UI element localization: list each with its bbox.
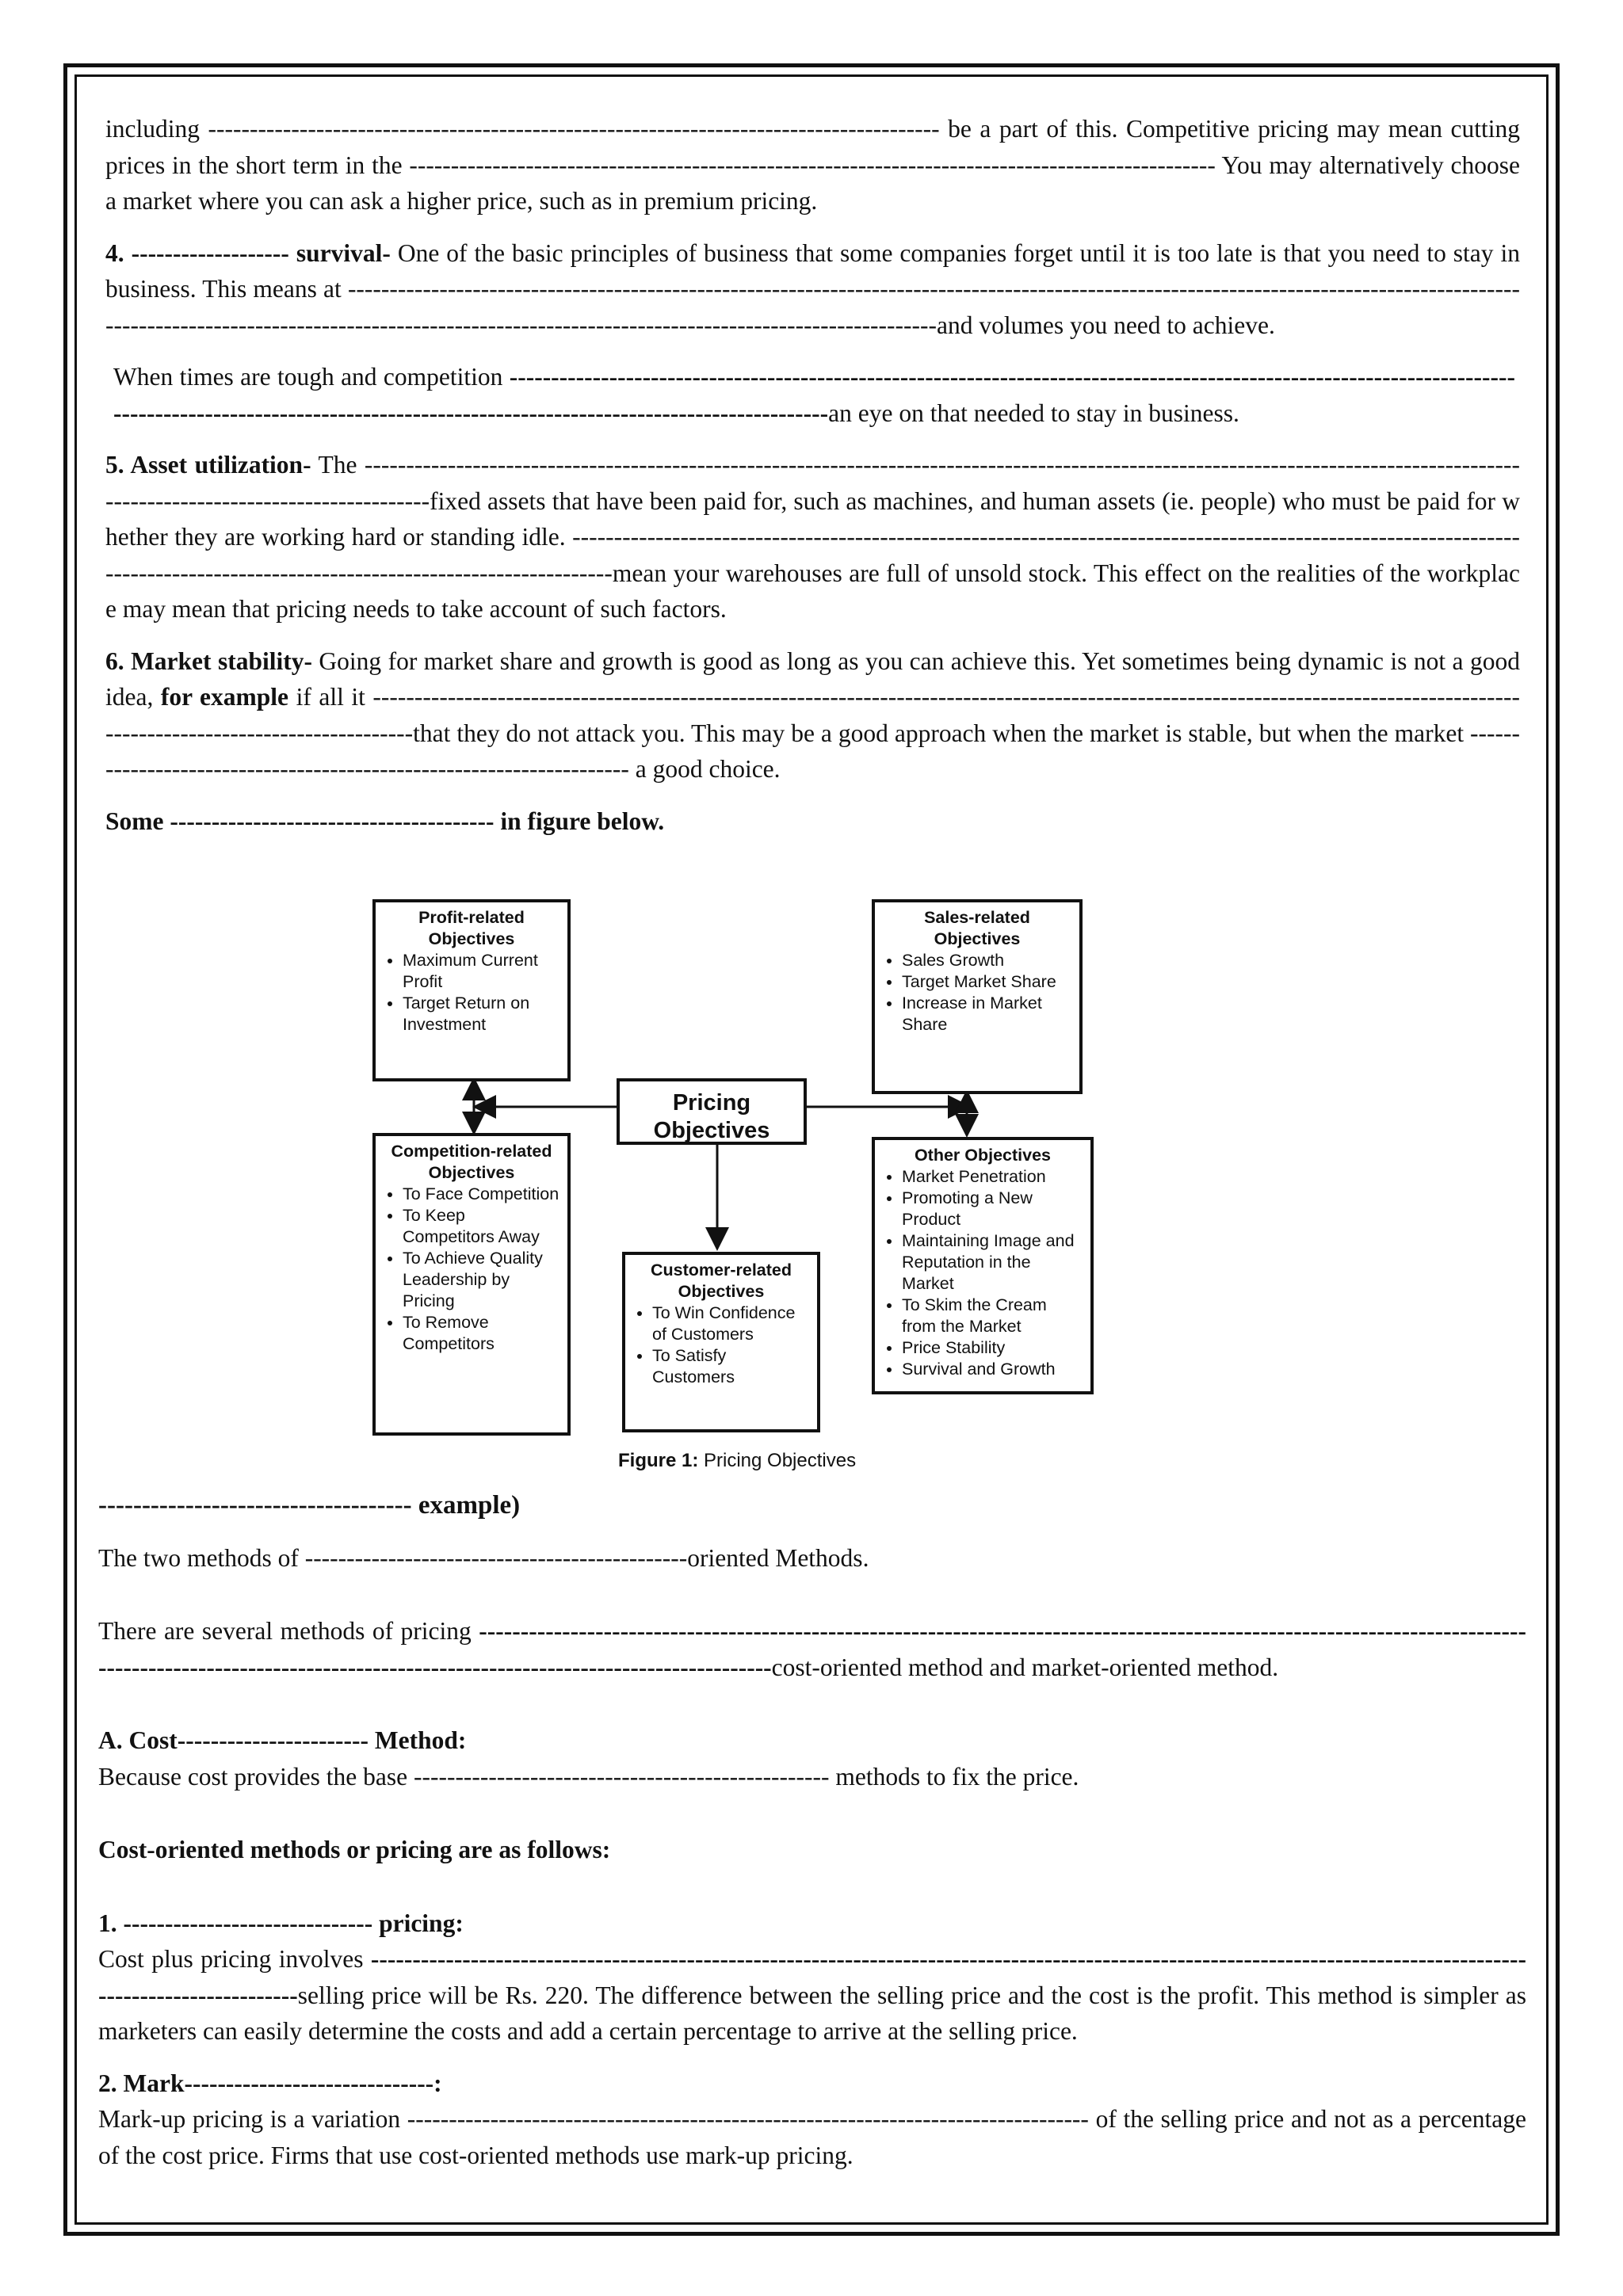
heading-1-text: 1. ------------------------------ pricing: bbox=[98, 1909, 464, 1937]
cost-plus-dashes: ------------------------------------------------------------------------------------------------------------------------------------------------------------------- bbox=[98, 1945, 1526, 2009]
pricing-objectives-figure bbox=[372, 891, 1102, 1482]
stability-bold: for example bbox=[160, 683, 289, 711]
competition-item: • To Keep Competitors Away bbox=[403, 1205, 561, 1248]
figure-caption-label: Figure 1: bbox=[618, 1450, 699, 1471]
cost-oriented-heading-text: Cost-oriented methods or pricing are as follows: bbox=[98, 1836, 611, 1863]
profit-item: • Target Return on Investment bbox=[403, 993, 561, 1035]
asset-label: 5. Asset utilization- bbox=[105, 451, 311, 479]
section-a-heading-text: A. Cost----------------------- Method: bbox=[98, 1726, 467, 1754]
cost-oriented-heading bbox=[98, 1832, 1526, 1868]
sales-title: Sales-related Objectives bbox=[924, 908, 1030, 948]
example-heading bbox=[98, 1488, 1526, 1524]
other-item: • To Skim the Cream from the Market bbox=[902, 1295, 1084, 1337]
markup-paragraph: Mark-up pricing is a variation ---------------------------------------------------------------------------------- of the selling price and not as a percentage of the cost price. Firms that use cost-oriented methods use mark-up pricing. bbox=[98, 2105, 1526, 2169]
stability-text-a: Going for market share and growth is good as long as you can achieve this. Yet sometimes being dynamic is not a good idea, bbox=[105, 646, 1520, 711]
figure-caption bbox=[618, 1450, 951, 1472]
competition-title: Competition-related Objectives bbox=[391, 1142, 552, 1182]
other-item: • Maintaining Image and Reputation in the Market bbox=[902, 1230, 1084, 1295]
customer-related-box bbox=[622, 1252, 820, 1432]
because-cost: Because cost provides the base -------------------------------------------------- methods to fix the price. bbox=[98, 1762, 1079, 1791]
pricing-objectives-center: Pricing Objectives bbox=[617, 1078, 807, 1145]
tough-times-tail: an eye on that needed to stay in business. bbox=[828, 399, 1239, 427]
cost-plus-paragraph bbox=[98, 1941, 1526, 2050]
paragraph-market-stability bbox=[105, 643, 1520, 788]
competition-item: • To Face Competition bbox=[403, 1184, 561, 1205]
paragraph-survival bbox=[105, 235, 1520, 344]
some-line-text: Some --------------------------------------- in figure below. bbox=[105, 807, 665, 835]
competition-item: • To Achieve Quality Leadership by Pricing bbox=[403, 1248, 561, 1312]
other-item: • Market Penetration bbox=[902, 1166, 1084, 1188]
heading-1 bbox=[98, 1905, 1526, 1942]
other-item: • Promoting a New Product bbox=[902, 1188, 1084, 1230]
customer-title: Customer-related Objectives bbox=[650, 1261, 792, 1301]
cost-plus-lead: Cost plus pricing involves bbox=[98, 1945, 371, 1973]
section-a-heading bbox=[98, 1722, 1526, 1759]
stability-text-b: if all it -------------------------------------------------------------------------------------------------------------------------------------------------------------------------------that they do not attack you. This may be a good approach when the market is stable, but when the market --------------------------------------------------------------------- a good choice. bbox=[105, 683, 1520, 783]
lower-text bbox=[98, 1488, 1526, 2173]
sales-related-box bbox=[872, 899, 1083, 1094]
several-lead: There are several methods of pricing bbox=[98, 1617, 479, 1645]
paragraph-tough-times bbox=[105, 359, 1520, 431]
customer-item: • To Win Confidence of Customers bbox=[652, 1302, 811, 1345]
profit-related-box bbox=[372, 899, 571, 1081]
sales-item: • Increase in Market Share bbox=[902, 993, 1073, 1035]
several-methods bbox=[98, 1613, 1526, 1685]
other-item: • Survival and Growth bbox=[902, 1359, 1084, 1380]
several-dashes: --------------------------------------------------------------------------------------------------------------------------------------------------------------------------------------------------------------- bbox=[98, 1617, 1526, 1681]
other-item: • Price Stability bbox=[902, 1337, 1084, 1359]
competition-related-box bbox=[372, 1133, 571, 1436]
paragraph-intro: including ---------------------------------------------------------------------------------------- be a part of this. Competitive pricing may mean cutting prices in the short term in the ------------------------------------------------------------------------------------------------- You may alternatively choose a market where you can ask a higher price, such as in premium pricing. bbox=[105, 115, 1520, 215]
cost-plus-tail: selling price will be Rs. 220. The difference between the selling price and the cost is the profit. This method is simpler as marketers can easily determine the costs and add a certain percentage to arrive at the selling price. bbox=[98, 1981, 1526, 2045]
two-methods: The two methods of ----------------------------------------------oriented Methods. bbox=[98, 1543, 869, 1572]
example-heading-text: ------------------------------------ example) bbox=[98, 1491, 521, 1520]
paragraph-asset-utilization bbox=[105, 447, 1520, 627]
several-tail: cost-oriented method and market-oriented method. bbox=[771, 1653, 1279, 1681]
other-objectives-box bbox=[872, 1137, 1094, 1394]
competition-item: • To Remove Competitors bbox=[403, 1312, 561, 1355]
profit-item: • Maximum Current Profit bbox=[403, 950, 561, 993]
some-line bbox=[105, 803, 1520, 840]
stability-label: 6. Market stability- bbox=[105, 646, 312, 675]
other-title: Other Objectives bbox=[914, 1146, 1052, 1165]
survival-text: One of the basic principles of business that some companies forget until it is too late is that you need to stay in business. This means at -------------------------------------------------------------------------------------------------------------------------------------------------------------------------------------------------------------------------------------------------and volumes you need to achieve. bbox=[105, 238, 1521, 339]
upper-text bbox=[105, 111, 1520, 839]
heading-2 bbox=[98, 2065, 1526, 2102]
profit-title: Profit-related Objectives bbox=[418, 908, 525, 948]
sales-item: • Target Market Share bbox=[902, 971, 1073, 993]
tough-times-dashes: --------------------------------------------------------------------------------------------------------------------------------------------------------------------------------------------------------------- bbox=[113, 363, 1515, 427]
customer-item: • To Satisfy Customers bbox=[652, 1345, 811, 1388]
tough-times-lead: When times are tough and competition bbox=[113, 363, 510, 391]
figure-caption-text: Pricing Objectives bbox=[704, 1450, 857, 1471]
heading-2-text: 2. Mark------------------------------: bbox=[98, 2069, 442, 2097]
sales-item: • Sales Growth bbox=[902, 950, 1073, 971]
asset-text: The ----------------------------------------------------------------------------------------------------------------------------------------------------------------------------------fixed assets that have been paid for, such as machines, and human assets (ie. people) who must be paid for whether they are working hard or standing idle. -------------------------------------------------------------------------------------------------------------------------------------------------------------------------------mean your warehouses are full of unsold stock. This effect on the realities of the workplace may mean that pricing needs to take account of such factors. bbox=[105, 451, 1521, 623]
survival-label: 4. ------------------- survival- bbox=[105, 238, 391, 267]
